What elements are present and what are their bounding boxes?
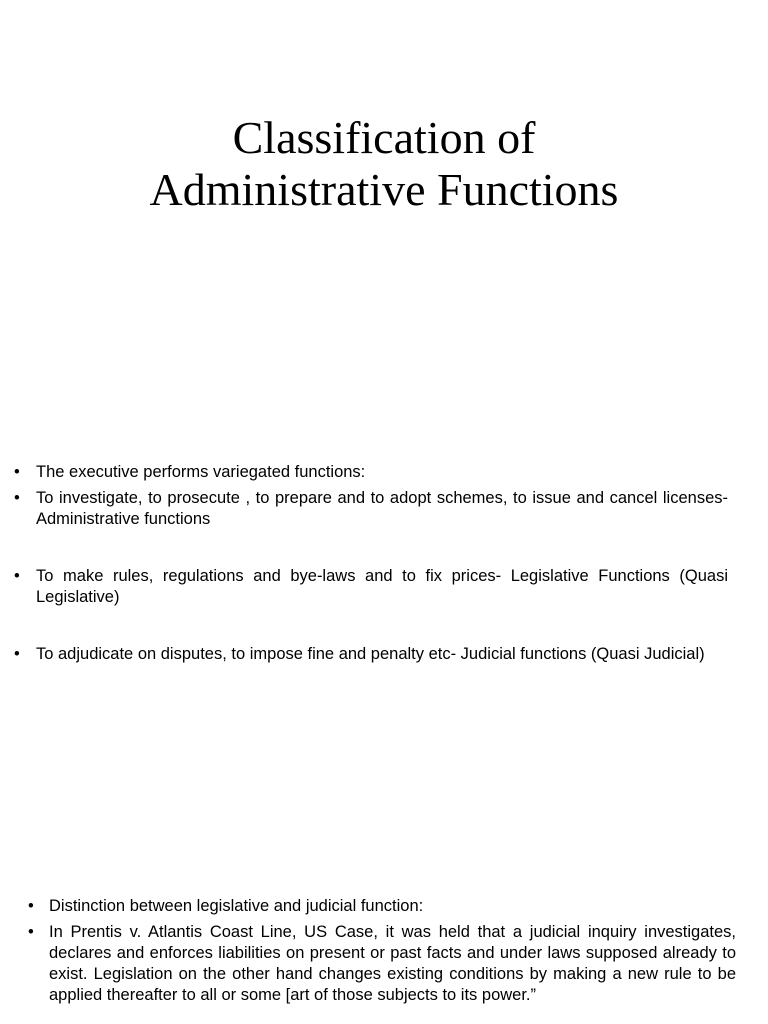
bullet-item: • To investigate, to prosecute , to prepare and to adopt schemes, to issue and cancel licenses- Administrative functions <box>14 488 728 530</box>
bullet-item: • To make rules, regulations and bye-laws and to fix prices- Legislative Functions (Quasi Legislative) <box>14 566 728 608</box>
bullet-item: • The executive performs variegated functions: <box>14 462 728 483</box>
bullet-item: • To adjudicate on disputes, to impose fine and penalty etc- Judicial functions (Quasi Judicial) <box>14 644 728 665</box>
title-line-1: Classification of <box>232 112 536 163</box>
page-title <box>60 112 708 216</box>
bullet-item: • Distinction between legislative and judicial function: <box>28 896 736 917</box>
bullet-list-distinction <box>28 896 736 1006</box>
title-line-2: Administrative Functions <box>149 164 619 215</box>
bullet-list-functions <box>14 462 728 665</box>
bullet-item: • In Prentis v. Atlantis Coast Line, US Case, it was held that a judicial inquiry investigates, declares and enforces liabilities on present or past facts and under laws supposed already to exist. Legislation on the other hand changes existing conditions by making a new rule to be applied thereafter to all or some [art of those subjects to its power.” <box>28 922 736 1006</box>
